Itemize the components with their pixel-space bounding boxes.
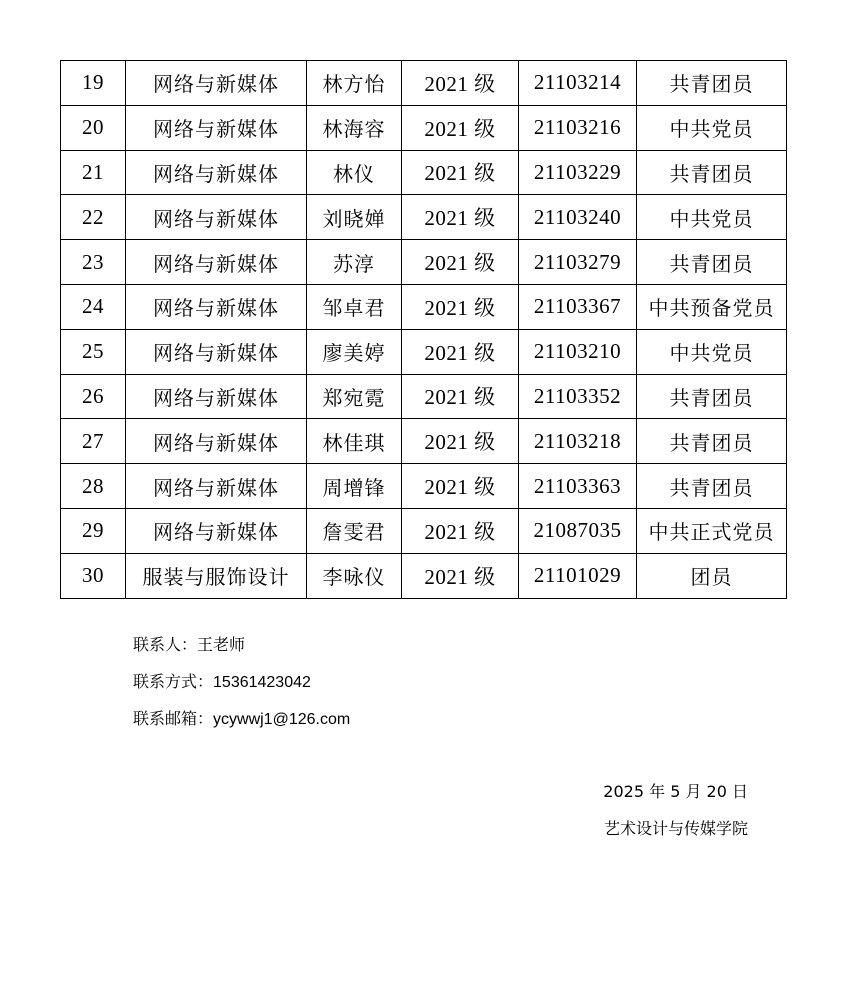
cell-grade: 2021 级 (402, 195, 519, 240)
cell-grade: 2021 级 (402, 553, 519, 598)
cell-grade: 2021 级 (402, 508, 519, 553)
cell-grade: 2021 级 (402, 61, 519, 106)
cell-grade: 2021 级 (402, 464, 519, 509)
cell-political-status: 团员 (637, 553, 787, 598)
cell-student-id: 21103216 (519, 105, 637, 150)
cell-student-name: 李咏仪 (307, 553, 402, 598)
cell-political-status: 共青团员 (637, 374, 787, 419)
cell-student-id: 21103214 (519, 61, 637, 106)
cell-row-number: 22 (61, 195, 126, 240)
cell-grade: 2021 级 (402, 240, 519, 285)
table-row (61, 419, 787, 464)
cell-grade: 2021 级 (402, 374, 519, 419)
cell-student-id: 21103367 (519, 284, 637, 329)
cell-student-id: 21103352 (519, 374, 637, 419)
cell-student-name: 林海容 (307, 105, 402, 150)
cell-row-number: 27 (61, 419, 126, 464)
cell-row-number: 24 (61, 284, 126, 329)
cell-student-name: 苏淳 (307, 240, 402, 285)
cell-political-status: 中共党员 (637, 105, 787, 150)
cell-row-number: 25 (61, 329, 126, 374)
cell-grade: 2021 级 (402, 419, 519, 464)
cell-student-name: 邹卓君 (307, 284, 402, 329)
cell-student-id: 21103279 (519, 240, 637, 285)
contact-person-line (133, 632, 245, 655)
table-row (61, 508, 787, 553)
cell-major: 网络与新媒体 (126, 61, 307, 106)
student-roster-table (60, 60, 787, 599)
cell-political-status: 共青团员 (637, 61, 787, 106)
cell-major: 网络与新媒体 (126, 508, 307, 553)
cell-row-number: 28 (61, 464, 126, 509)
contact-phone-label: 联系方式： (133, 672, 214, 691)
cell-row-number: 19 (61, 61, 126, 106)
table-row (61, 329, 787, 374)
table-row (61, 240, 787, 285)
cell-student-id: 21103218 (519, 419, 637, 464)
cell-political-status: 共青团员 (637, 464, 787, 509)
cell-major: 网络与新媒体 (126, 105, 307, 150)
cell-student-name: 郑宛霓 (307, 374, 402, 419)
cell-student-id: 21101029 (519, 553, 637, 598)
cell-major: 网络与新媒体 (126, 329, 307, 374)
cell-major: 网络与新媒体 (126, 464, 307, 509)
cell-political-status: 中共预备党员 (637, 284, 787, 329)
contact-email-line (133, 706, 350, 729)
contact-email-label: 联系邮箱： (133, 709, 214, 728)
cell-grade: 2021 级 (402, 284, 519, 329)
cell-row-number: 26 (61, 374, 126, 419)
cell-student-name: 林方怡 (307, 61, 402, 106)
table-row (61, 374, 787, 419)
contact-person-label: 联系人： (133, 635, 198, 654)
cell-student-id: 21087035 (519, 508, 637, 553)
cell-political-status: 中共党员 (637, 329, 787, 374)
cell-row-number: 20 (61, 105, 126, 150)
table-row (61, 150, 787, 195)
cell-student-id: 21103240 (519, 195, 637, 240)
table-row (61, 105, 787, 150)
cell-major: 服装与服饰设计 (126, 553, 307, 598)
cell-major: 网络与新媒体 (126, 150, 307, 195)
cell-grade: 2021 级 (402, 105, 519, 150)
cell-major: 网络与新媒体 (126, 284, 307, 329)
contact-person-value: 王老师 (197, 635, 246, 654)
cell-political-status: 共青团员 (637, 150, 787, 195)
document-date: 2025 年 5 月 20 日 (603, 782, 748, 801)
table-row (61, 195, 787, 240)
cell-major: 网络与新媒体 (126, 419, 307, 464)
cell-grade: 2021 级 (402, 150, 519, 195)
cell-grade: 2021 级 (402, 329, 519, 374)
cell-student-name: 林佳琪 (307, 419, 402, 464)
cell-student-name: 廖美婷 (307, 329, 402, 374)
cell-row-number: 21 (61, 150, 126, 195)
issuing-organization: 艺术设计与传媒学院 (603, 819, 748, 838)
cell-row-number: 30 (61, 553, 126, 598)
table-row (61, 284, 787, 329)
cell-major: 网络与新媒体 (126, 240, 307, 285)
cell-student-name: 刘晓婵 (307, 195, 402, 240)
cell-student-id: 21103363 (519, 464, 637, 509)
table-row (61, 464, 787, 509)
contact-email-value: ycywwj1@126.com (213, 711, 351, 728)
cell-major: 网络与新媒体 (126, 195, 307, 240)
roster-body (61, 61, 787, 599)
cell-political-status: 中共党员 (637, 195, 787, 240)
cell-student-name: 林仪 (307, 150, 402, 195)
table-row (61, 61, 787, 106)
cell-row-number: 29 (61, 508, 126, 553)
cell-row-number: 23 (61, 240, 126, 285)
contact-phone-line (133, 669, 311, 692)
cell-political-status: 共青团员 (637, 419, 787, 464)
cell-major: 网络与新媒体 (126, 374, 307, 419)
cell-student-id: 21103210 (519, 329, 637, 374)
cell-student-name: 周增锋 (307, 464, 402, 509)
cell-student-name: 詹雯君 (307, 508, 402, 553)
contact-phone-value: 15361423042 (213, 674, 311, 691)
cell-student-id: 21103229 (519, 150, 637, 195)
cell-political-status: 中共正式党员 (637, 508, 787, 553)
cell-political-status: 共青团员 (637, 240, 787, 285)
table-row (61, 553, 787, 598)
